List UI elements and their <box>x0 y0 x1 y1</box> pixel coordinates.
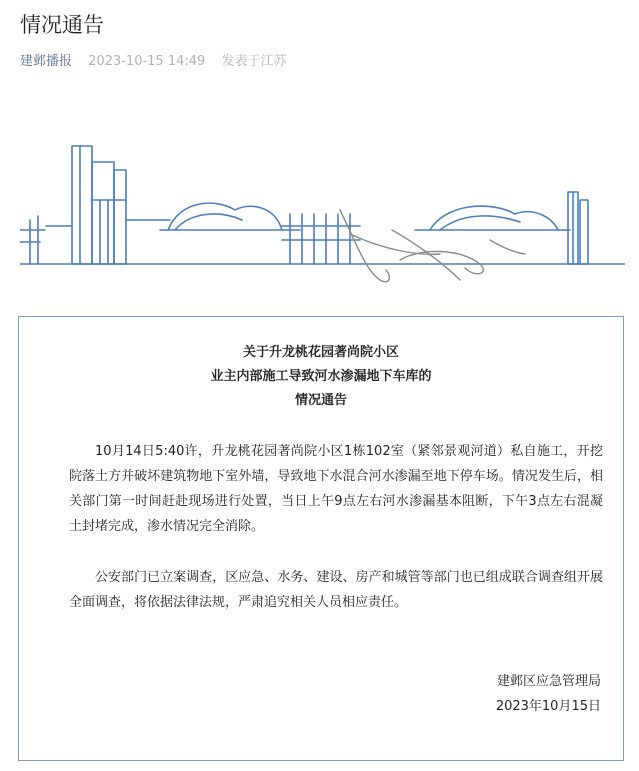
notice-title <box>19 341 623 413</box>
publish-date: 2023-10-15 14:49 <box>88 54 206 69</box>
notice-box <box>18 316 624 761</box>
notice-paragraph-investigation: 公安部门已立案调查，区应急、水务、建设、房产和城管等部门也已组成联合调查组开展全面调查，将依据法律法规，严肃追究相关人员相应责任。 <box>69 570 603 610</box>
notice-title-line: 业主内部施工导致河水渗漏地下车库的 <box>210 369 432 384</box>
publish-region: 发表于江苏 <box>221 54 287 69</box>
notice-paragraph-incident: 10月14日5:40许，升龙桃花园著尚院小区1栋102室（紧邻景观河道）私自施工，开挖院落土方并破坏建筑物地下室外墙，导致地下水混合河水渗漏至地下停车场。情况发生后，相关部门第一时间赶赴现场进行处置，当日上午9点左右河水渗漏基本阻断，下午3点左右混凝土封堵完成，渗水情况完全消除。 <box>69 444 603 534</box>
left-dome <box>168 203 282 230</box>
signature-org: 建邺区应急管理局 <box>496 674 601 689</box>
article-meta <box>20 52 286 72</box>
notice-title-line: 情况通告 <box>294 393 347 408</box>
notice-signature <box>496 669 601 719</box>
signature-date: 2023年10月15日 <box>495 699 601 714</box>
page-title: 情况通告 <box>20 13 104 37</box>
notice-title-line: 关于升龙桃花园著尚院小区 <box>242 345 399 360</box>
left-tower <box>72 146 92 264</box>
account-name-link[interactable]: 建邺播报 <box>20 54 73 69</box>
right-dome <box>430 206 558 230</box>
city-skyline-illustration <box>20 130 625 290</box>
